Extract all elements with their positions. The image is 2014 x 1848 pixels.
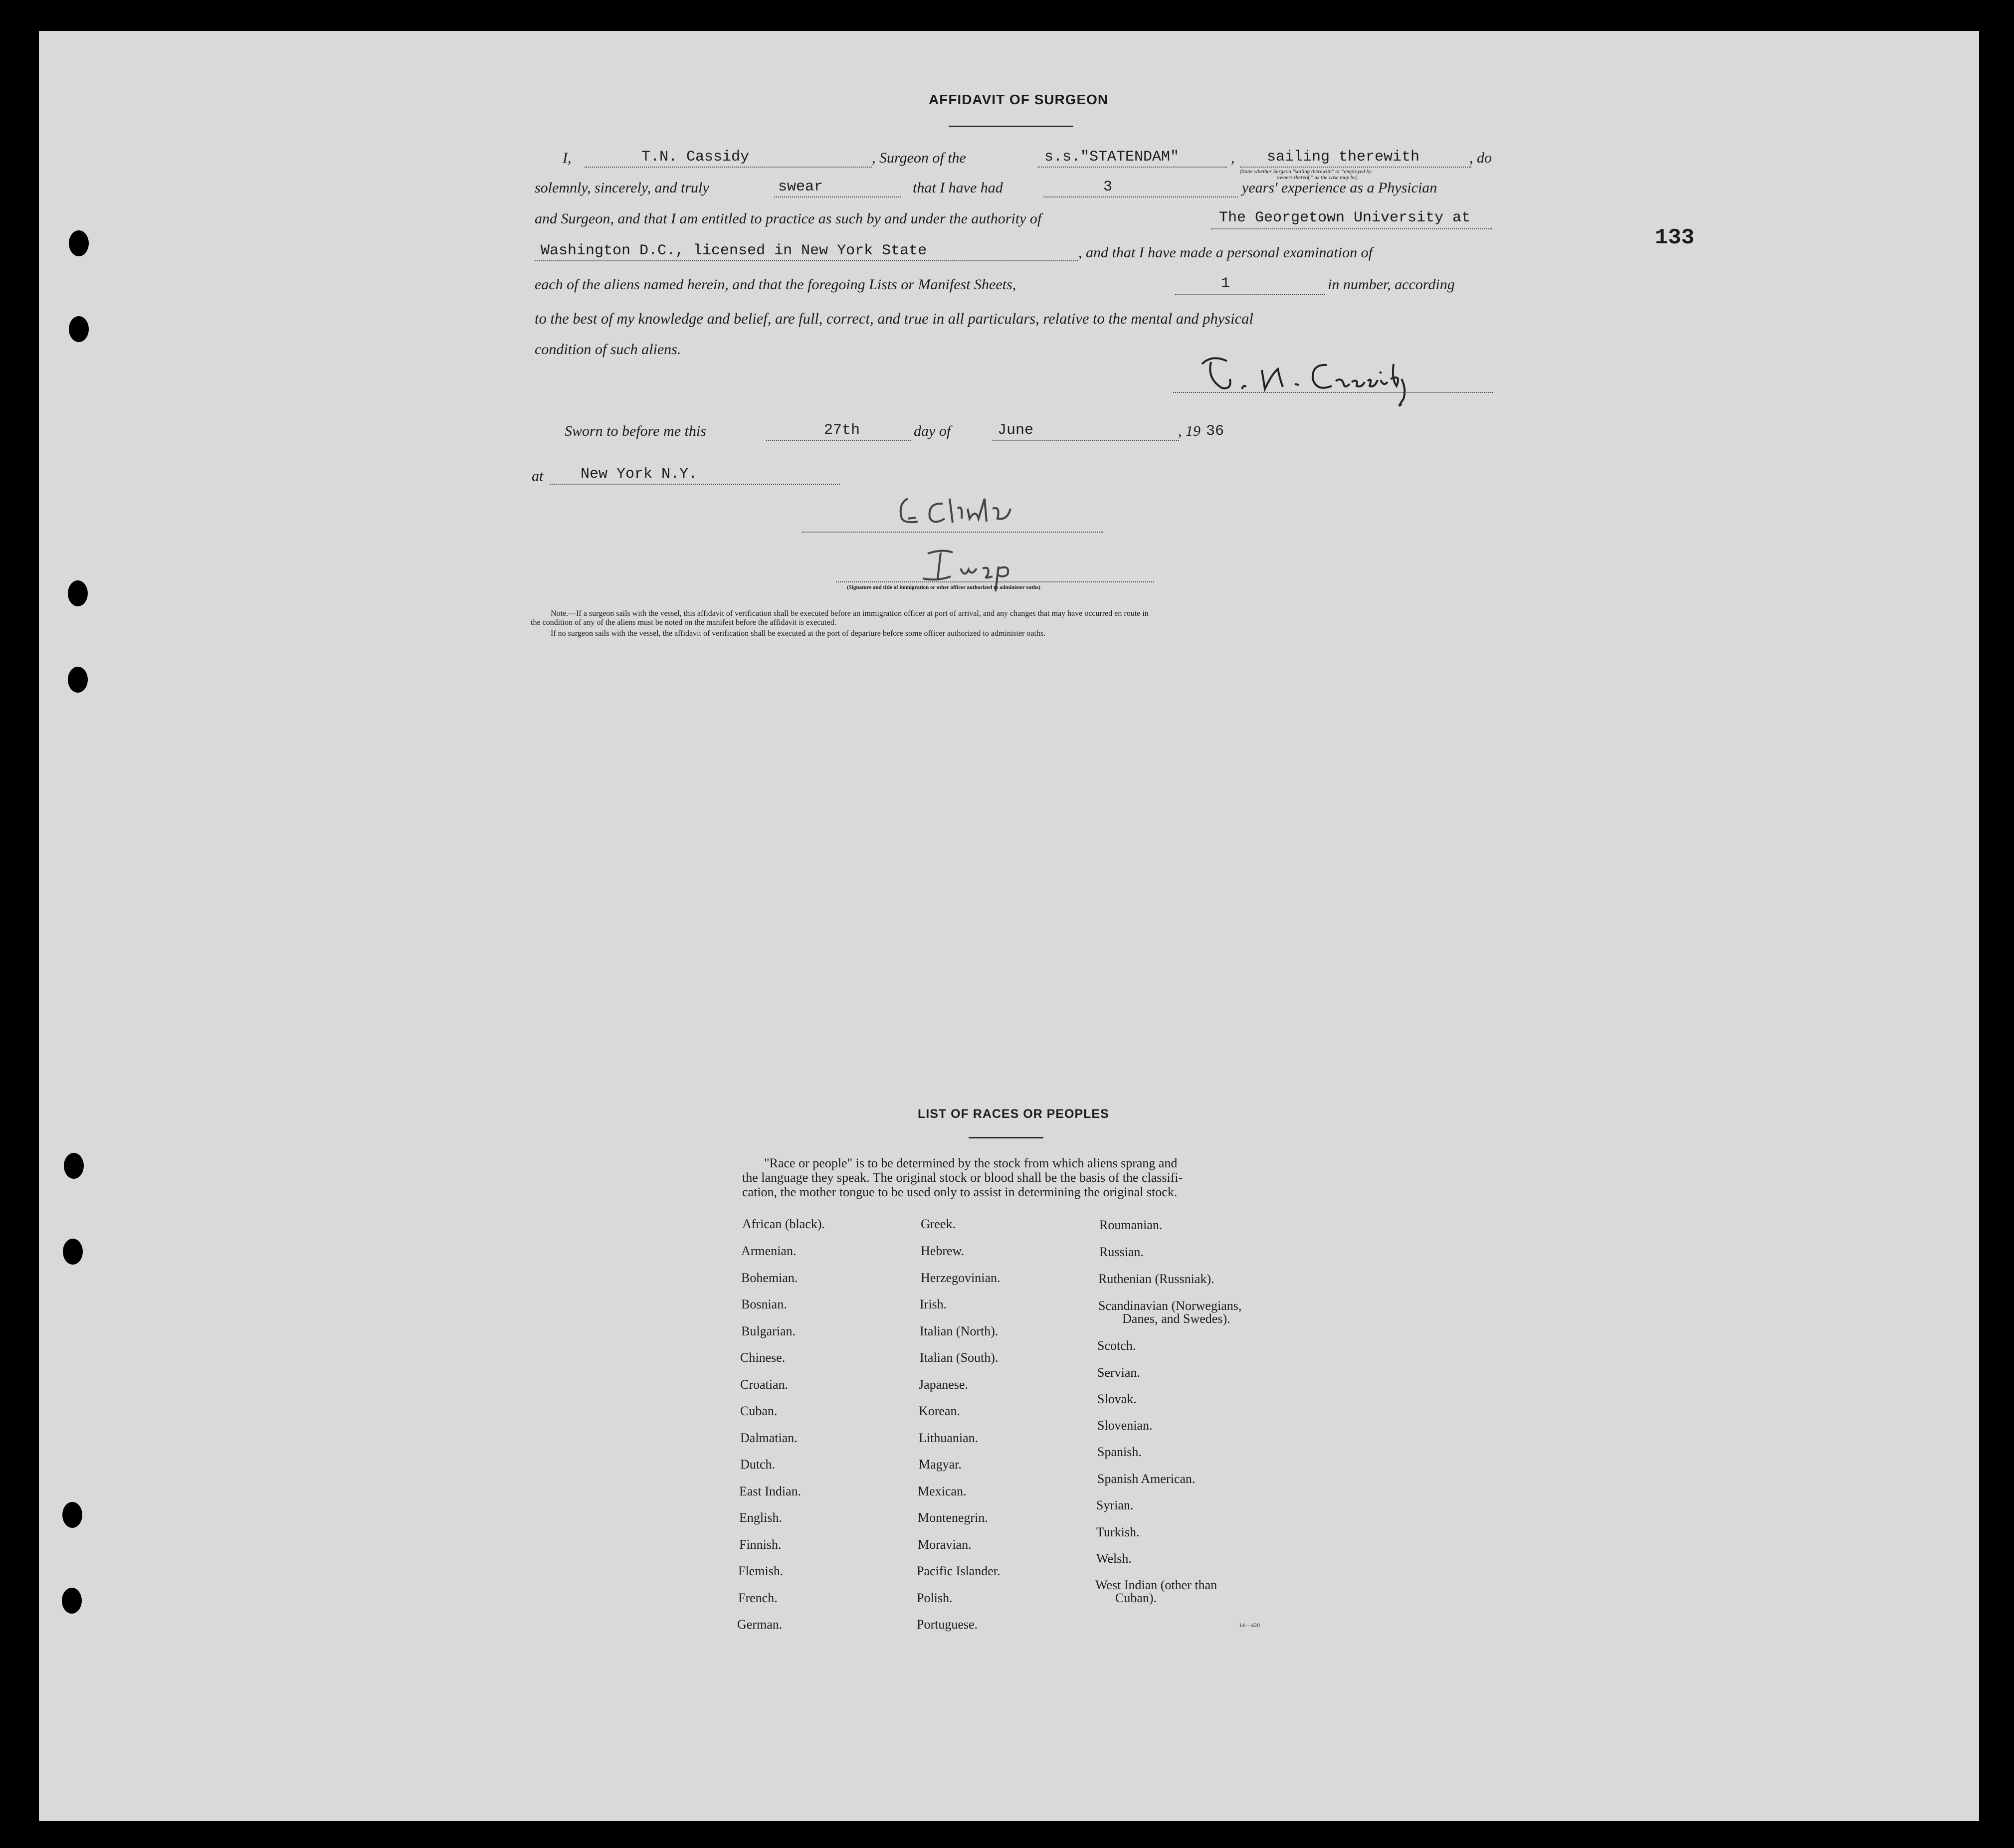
race-item: Bohemian. <box>741 1271 798 1285</box>
race-item: Magyar. <box>919 1457 962 1472</box>
note-line-3: If no surgeon sails with the vessel, the affidavit of verification shall be executed at the port of departure before some officer authorized to administer oaths. <box>551 629 1046 638</box>
sailing-status-line <box>1240 167 1471 168</box>
race-item: Hebrew. <box>921 1244 965 1258</box>
form-number: 14—420 <box>1239 1622 1260 1629</box>
page-number: 133 <box>1655 225 1695 250</box>
officer-title-line <box>836 581 1154 582</box>
sworn-month: June <box>998 422 1034 439</box>
affiant-prefix: I, <box>563 150 572 166</box>
note-line-1: Note.—If a surgeon sails with the vessel, this affidavit of verification shall be executed before an immigration officer at port of arrival, and any changes that may have occurred en route in <box>551 609 1149 618</box>
race-item: Russian. <box>1099 1245 1144 1259</box>
sheets-line <box>1175 294 1325 295</box>
binder-hole <box>62 1502 82 1528</box>
race-item: Flemish. <box>738 1564 784 1578</box>
race-item: Servian. <box>1097 1365 1140 1380</box>
race-item: Polish. <box>917 1591 953 1605</box>
oath-type: swear <box>778 179 823 195</box>
sworn-place: New York N.Y. <box>581 466 698 483</box>
binder-hole <box>68 667 88 693</box>
at-label: at <box>532 468 544 484</box>
race-item: Roumanian. <box>1099 1218 1163 1232</box>
manifest-sheets-text: each of the aliens named herein, and that the foregoing Lists or Manifest Sheets, <box>535 276 1016 293</box>
race-item: Montenegrin. <box>918 1510 988 1525</box>
vessel-line <box>1037 167 1227 168</box>
race-item: Portuguese. <box>917 1617 978 1632</box>
race-item: Japanese. <box>919 1377 968 1392</box>
surgeon-name: T.N. Cassidy <box>641 149 750 166</box>
solemnly-text: solemnly, sincerely, and truly <box>535 180 709 196</box>
race-item: French. <box>738 1591 778 1605</box>
note-line-2: the condition of any of the aliens must be noted on the manifest before the affidavit is executed. <box>531 618 836 627</box>
race-item: English. <box>739 1510 782 1525</box>
race-item: Armenian. <box>741 1244 797 1258</box>
race-item: African (black). <box>742 1217 825 1231</box>
day-of-text: day of <box>914 423 951 439</box>
years-line <box>1043 196 1238 197</box>
race-item: Dalmatian. <box>740 1431 798 1445</box>
race-item: Scandinavian (Norwegians, <box>1098 1298 1242 1313</box>
in-number-text: in number, according <box>1328 276 1455 293</box>
experience-text: years' experience as a Physician <box>1242 180 1437 196</box>
race-item: Slovenian. <box>1097 1418 1153 1433</box>
race-item: Bulgarian. <box>741 1324 796 1338</box>
sailing-status-note-2: owners thereof," as the case may be) <box>1277 175 1358 181</box>
officer-signature-line <box>802 532 1103 533</box>
race-item: Turkish. <box>1096 1525 1140 1539</box>
races-title-underline <box>969 1137 1043 1138</box>
binder-hole <box>69 316 89 342</box>
binder-hole <box>68 580 88 606</box>
years-value: 3 <box>1103 179 1113 195</box>
race-item: Danes, and Swedes). <box>1122 1311 1230 1326</box>
races-intro-1: "Race or people" is to be determined by the stock from which aliens sprang and <box>764 1156 1178 1170</box>
race-item: Spanish. <box>1097 1445 1142 1459</box>
race-item: Korean. <box>919 1404 961 1418</box>
binder-hole <box>69 230 89 256</box>
document-sheet <box>39 31 1979 1821</box>
race-item: Italian (North). <box>920 1324 999 1338</box>
surgeon-signature <box>1192 344 1421 414</box>
surgeon-name-line <box>585 167 872 168</box>
race-item: Dutch. <box>740 1457 776 1472</box>
day-line <box>766 440 911 441</box>
do-label: , do <box>1469 150 1492 166</box>
race-item: Moravian. <box>918 1537 972 1552</box>
race-item: Cuban). <box>1115 1591 1157 1605</box>
race-item: Spanish American. <box>1097 1472 1196 1486</box>
personal-exam-text: , and that I have made a personal examination of <box>1078 244 1373 261</box>
race-item: Chinese. <box>740 1350 786 1365</box>
knowledge-text: to the best of my knowledge and belief, are full, correct, and true in all particulars, relative to the mental and physical <box>535 310 1253 327</box>
race-item: West Indian (other than <box>1095 1578 1217 1592</box>
sheets-count: 1 <box>1221 275 1230 292</box>
race-item: Pacific Islander. <box>917 1564 1001 1578</box>
surgeon-signature-line <box>1173 392 1493 393</box>
races-intro-3: cation, the mother tongue to be used only to assist in determining the original stock. <box>742 1185 1178 1199</box>
race-item: Syrian. <box>1096 1498 1134 1512</box>
authority-text: and Surgeon, and that I am entitled to practice as such by and under the authority of <box>535 210 1042 227</box>
race-item: East Indian. <box>739 1484 802 1498</box>
race-item: Italian (South). <box>920 1350 999 1365</box>
race-item: Ruthenian (Russniak). <box>1098 1272 1214 1286</box>
race-item: German. <box>737 1617 783 1632</box>
authority-line-2 <box>535 260 1078 261</box>
have-had-text: that I have had <box>913 180 1003 196</box>
binder-hole <box>64 1153 84 1179</box>
affidavit-title: AFFIDAVIT OF SURGEON <box>929 92 1109 107</box>
vessel-name: s.s."STATENDAM" <box>1044 149 1180 166</box>
place-line <box>550 484 840 485</box>
race-item: Slovak. <box>1097 1392 1137 1406</box>
race-item: Greek. <box>921 1217 956 1231</box>
month-line <box>993 440 1179 441</box>
races-title: LIST OF RACES OR PEOPLES <box>918 1107 1109 1121</box>
race-item: Bosnian. <box>741 1297 787 1311</box>
condition-text: condition of such aliens. <box>535 341 681 358</box>
authority-2: Washington D.C., licensed in New York State <box>541 242 927 259</box>
sailing-status: sailing therewith <box>1267 149 1420 166</box>
race-item: Mexican. <box>918 1484 967 1498</box>
race-item: Finnish. <box>739 1537 782 1552</box>
year-prefix: , 19 <box>1178 423 1201 439</box>
binder-hole <box>63 1239 83 1265</box>
sworn-text: Sworn to before me this <box>565 423 706 439</box>
race-item: Lithuanian. <box>919 1431 979 1445</box>
race-item: Cuban. <box>740 1404 778 1418</box>
race-item: Croatian. <box>740 1377 789 1392</box>
binder-hole <box>62 1588 82 1614</box>
officer-signature <box>888 489 1067 539</box>
race-item: Welsh. <box>1096 1551 1132 1566</box>
sworn-day: 27th <box>824 422 860 439</box>
officer-caption: (Signature and title of immigration or other officer authorized to administer oaths) <box>847 584 1040 590</box>
authority-1: The Georgetown University at <box>1219 209 1471 226</box>
sailing-status-note-1: (State whether Surgeon "sailing therewith" or "employed by <box>1240 169 1372 175</box>
race-item: Scotch. <box>1097 1338 1136 1353</box>
race-item: Irish. <box>920 1297 947 1311</box>
year-suffix: 36 <box>1206 423 1224 440</box>
race-item: Herzegovinian. <box>921 1271 1001 1285</box>
comma: , <box>1231 150 1235 166</box>
authority-line-1 <box>1211 228 1492 229</box>
surgeon-of-label: , Surgeon of the <box>872 150 966 166</box>
races-intro-2: the language they speak. The original stock or blood shall be the basis of the classifi- <box>742 1170 1183 1185</box>
oath-line <box>774 196 901 197</box>
title-underline <box>949 126 1073 127</box>
